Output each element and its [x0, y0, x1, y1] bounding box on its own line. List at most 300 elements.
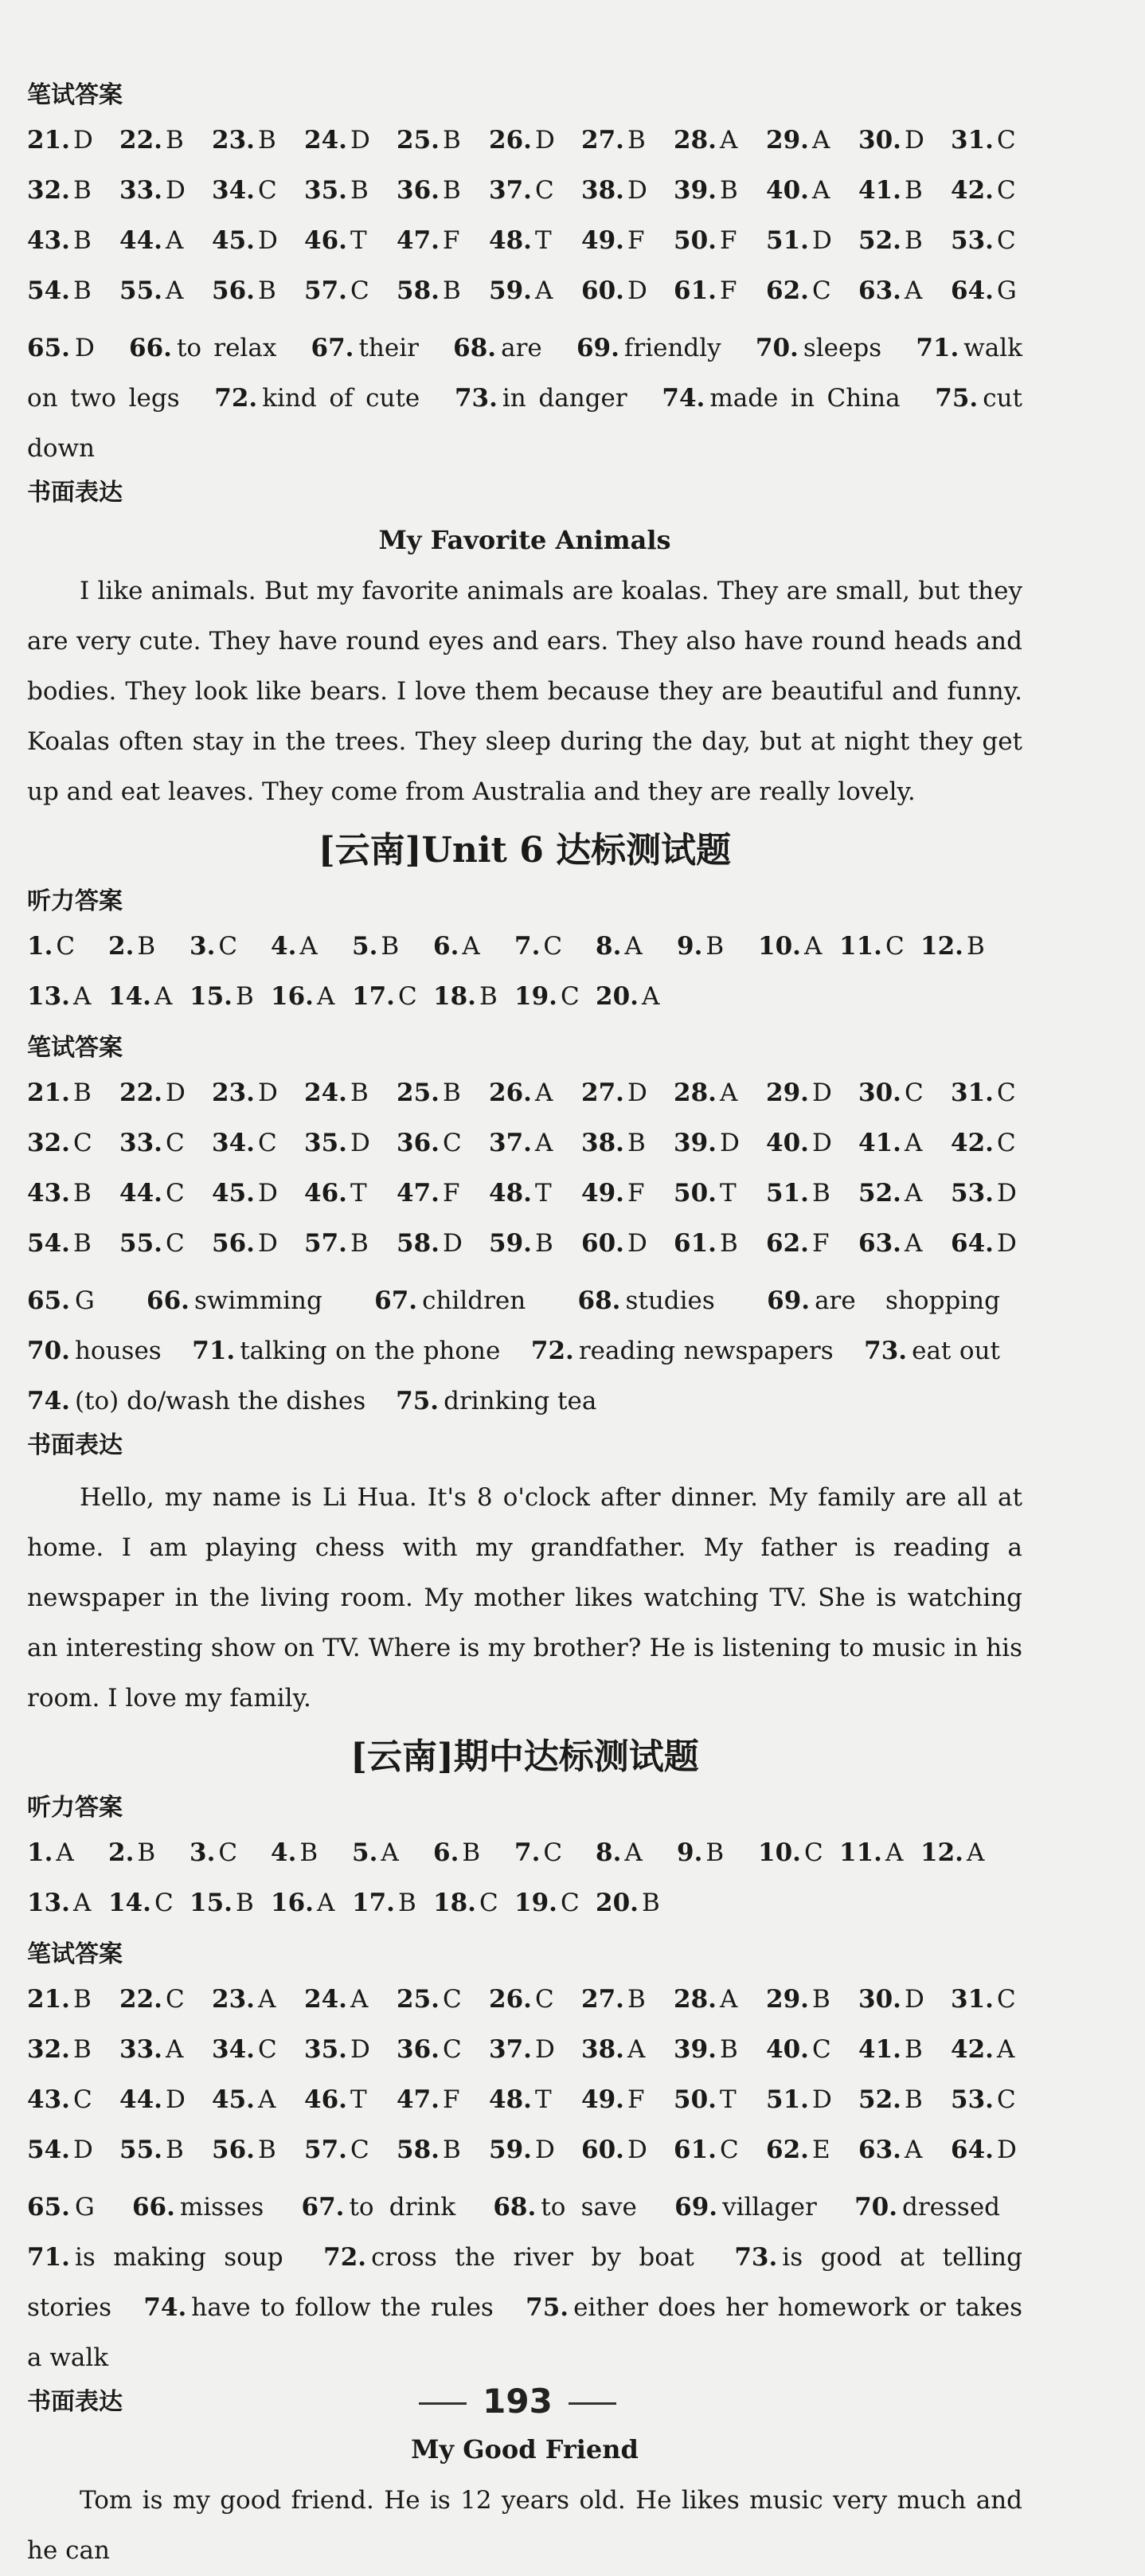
- question-number: 1.: [27, 1838, 53, 1867]
- question-number: 48.: [489, 2085, 532, 2114]
- answer-item: [119, 2082, 212, 2132]
- answer-value: C: [479, 1889, 498, 1917]
- question-number: 53.: [951, 2085, 994, 2114]
- question-number: 54.: [27, 276, 70, 305]
- answer-value: eat out: [912, 1337, 1001, 1365]
- question-number: 42.: [951, 2035, 994, 2064]
- answer-value: to relax: [176, 334, 277, 362]
- answer-item: [311, 334, 419, 362]
- answer-item: [767, 1286, 1000, 1315]
- written-answers-label: 笔试答案: [27, 1940, 123, 1968]
- question-number: 23.: [212, 1985, 255, 2014]
- answer-row: [27, 223, 1113, 273]
- answer-value: D: [257, 1079, 278, 1107]
- answer-value: A: [904, 1129, 923, 1157]
- answer-value: D: [719, 1129, 740, 1157]
- answer-value: D: [350, 126, 370, 155]
- dash-right: [569, 2402, 616, 2405]
- answer-item: [662, 384, 900, 413]
- question-number: 9.: [677, 932, 703, 961]
- answer-item: [397, 223, 489, 273]
- answer-item: [920, 929, 1002, 979]
- answer-item: [352, 929, 433, 979]
- answer-item: [119, 1176, 212, 1226]
- answer-item: [951, 1075, 1043, 1126]
- answer-value: A: [72, 982, 92, 1011]
- answer-value: D: [996, 1179, 1017, 1208]
- answer-item: [674, 173, 766, 223]
- answer-value: A: [904, 276, 923, 305]
- answer-item: [489, 1176, 581, 1226]
- answer-item: [27, 2082, 119, 2132]
- answer-item: [854, 2193, 1000, 2222]
- answer-item: [214, 384, 420, 413]
- answer-value: D: [165, 176, 186, 205]
- question-number: 21.: [27, 1985, 70, 2014]
- answer-item: [674, 2132, 766, 2183]
- answer-item: [212, 173, 304, 223]
- answer-value: A: [56, 1838, 74, 1867]
- answer-item: [119, 1982, 212, 2032]
- answer-item: [27, 1835, 108, 1885]
- written-answers-flow: [27, 2183, 1022, 2383]
- question-number: 70.: [854, 2193, 897, 2222]
- answer-value: T: [534, 226, 552, 255]
- question-number: 11.: [839, 1838, 882, 1867]
- answer-item: [766, 1176, 858, 1226]
- question-number: 74.: [27, 1387, 70, 1415]
- question-number: 27.: [581, 1079, 624, 1107]
- answer-item: [27, 1226, 119, 1276]
- answer-item: [581, 1176, 674, 1226]
- answer-item: [304, 2082, 397, 2132]
- question-number: 24.: [304, 1985, 347, 2014]
- listening-answers-grid: [27, 929, 1113, 1029]
- answer-item: [27, 123, 119, 173]
- answer-value: D: [165, 1079, 186, 1107]
- answer-value: B: [165, 126, 184, 155]
- answer-item: [119, 2032, 212, 2082]
- answer-value: D: [257, 1229, 278, 1258]
- answer-item: [858, 1126, 951, 1176]
- answer-item: [27, 334, 95, 362]
- answer-item: [578, 1286, 715, 1315]
- question-number: 17.: [352, 1889, 395, 1917]
- answer-value: D: [996, 1229, 1017, 1258]
- answer-value: T: [350, 226, 367, 255]
- question-number: 43.: [27, 1179, 70, 1208]
- question-number: 74.: [143, 2293, 187, 2322]
- essay-text: Hello, my name is Li Hua. It's 8 o'clock after dinner. My family are all at home. I am playing chess with my grandfather. My father is reading a newspaper in the living room. My mother likes watching TV. She is watching an interesting show on TV. Where is my brother? He is listening to music in his room. I love my family.: [27, 1483, 1022, 1713]
- answer-value: A: [641, 982, 660, 1011]
- question-number: 59.: [489, 2136, 532, 2164]
- answer-item: [674, 223, 766, 273]
- answer-value: B: [72, 276, 92, 305]
- question-number: 69.: [576, 334, 619, 362]
- answer-value: D: [534, 2035, 555, 2064]
- answer-item: [677, 929, 758, 979]
- question-number: 39.: [674, 176, 717, 205]
- question-number: 40.: [766, 2035, 809, 2064]
- question-number: 75.: [935, 384, 979, 413]
- answer-value: C: [996, 1129, 1016, 1157]
- answer-item: [489, 1226, 581, 1276]
- answer-item: [864, 1337, 1000, 1365]
- answer-item: [433, 1885, 514, 1936]
- question-number: 21.: [27, 1079, 70, 1107]
- answer-item: [147, 1286, 322, 1315]
- answer-value: D: [442, 1229, 463, 1258]
- question-number: 7.: [514, 932, 541, 961]
- answer-item: [323, 2243, 694, 2272]
- answer-value: A: [165, 226, 184, 255]
- answer-value: B: [811, 1179, 830, 1208]
- answer-item: [129, 334, 276, 362]
- answer-item: [304, 1982, 397, 2032]
- answer-value: A: [624, 932, 643, 961]
- answer-value: D: [165, 2085, 186, 2114]
- answer-item: [108, 1835, 190, 1885]
- question-number: 63.: [858, 1229, 901, 1258]
- question-number: 19.: [514, 1889, 557, 1917]
- question-number: 25.: [397, 126, 440, 155]
- answer-value: E: [811, 2136, 830, 2164]
- essay-title: My Good Friend: [411, 2434, 639, 2464]
- question-number: 25.: [397, 1079, 440, 1107]
- question-number: 75.: [396, 1387, 440, 1415]
- answer-item: [489, 2032, 581, 2082]
- answer-value: C: [442, 1129, 462, 1157]
- question-number: 29.: [766, 1079, 809, 1107]
- question-number: 52.: [858, 1179, 901, 1208]
- written-answers-flow: [27, 323, 1022, 474]
- answer-value: A: [719, 1985, 738, 2014]
- answer-item: [108, 929, 190, 979]
- question-number: 44.: [119, 226, 162, 255]
- answer-value: B: [72, 2035, 92, 2064]
- answer-item: [304, 1126, 397, 1176]
- answer-row: [27, 929, 1113, 979]
- question-number: 73.: [734, 2243, 778, 2272]
- question-number: 15.: [190, 982, 233, 1011]
- answer-item: [212, 1982, 304, 2032]
- answer-item: [766, 2032, 858, 2082]
- answer-value: B: [350, 1229, 369, 1258]
- answer-item: [514, 1835, 596, 1885]
- question-number: 38.: [581, 1129, 624, 1157]
- answer-value: in danger: [502, 384, 627, 413]
- answer-item: [766, 173, 858, 223]
- answer-value: B: [904, 226, 923, 255]
- answer-row: [27, 1126, 1113, 1176]
- question-number: 23.: [212, 126, 255, 155]
- answer-item: [304, 1176, 397, 1226]
- answer-item: [119, 223, 212, 273]
- page-number-text: 193: [483, 2382, 553, 2421]
- answer-value: A: [316, 982, 335, 1011]
- question-number: 32.: [27, 176, 70, 205]
- answer-value: C: [257, 2035, 277, 2064]
- question-number: 54.: [27, 2136, 70, 2164]
- answer-item: [397, 1176, 489, 1226]
- answer-value: A: [534, 1079, 553, 1107]
- answer-item: [951, 1126, 1043, 1176]
- answer-value: F: [811, 1229, 830, 1258]
- question-number: 28.: [674, 1079, 717, 1107]
- answer-item: [27, 2243, 283, 2272]
- answer-item: [581, 1226, 674, 1276]
- answer-item: [858, 2132, 951, 2183]
- answer-value: B: [257, 2136, 276, 2164]
- answer-item: [374, 1286, 526, 1315]
- question-number: 6.: [433, 1838, 459, 1867]
- answer-value: C: [996, 176, 1016, 205]
- answer-value: B: [442, 276, 461, 305]
- question-number: 30.: [858, 126, 901, 155]
- question-number: 1.: [27, 932, 53, 961]
- answer-item: [489, 123, 581, 173]
- answer-item: [581, 1075, 674, 1126]
- answer-value: B: [165, 2136, 184, 2164]
- answer-value: B: [442, 1079, 461, 1107]
- question-number: 20.: [596, 1889, 639, 1917]
- answer-value: B: [257, 276, 276, 305]
- answer-item: [304, 223, 397, 273]
- answer-item: [858, 1226, 951, 1276]
- question-number: 55.: [119, 276, 162, 305]
- question-number: 13.: [27, 1889, 70, 1917]
- answer-value: B: [904, 2035, 923, 2064]
- answer-value: G: [74, 1286, 95, 1315]
- question-number: 58.: [397, 1229, 440, 1258]
- answer-value: G: [74, 2193, 95, 2222]
- answer-item: [433, 929, 514, 979]
- answer-item: [143, 2293, 493, 2322]
- answer-value: houses: [74, 1337, 162, 1365]
- answer-value: B: [719, 176, 738, 205]
- answer-item: [27, 1176, 119, 1226]
- answer-item: [27, 1075, 119, 1126]
- question-number: 54.: [27, 1229, 70, 1258]
- answer-value: A: [811, 176, 830, 205]
- answer-item: [304, 2132, 397, 2183]
- question-number: 68.: [453, 334, 497, 362]
- answer-item: [27, 1126, 119, 1176]
- question-number: 29.: [766, 1985, 809, 2014]
- question-number: 69.: [767, 1286, 811, 1315]
- question-number: 72.: [530, 1337, 574, 1365]
- answer-value: swimming: [193, 1286, 322, 1315]
- answer-item: [27, 2193, 95, 2222]
- answer-item: [271, 979, 352, 1029]
- question-number: 73.: [454, 384, 498, 413]
- answer-value: D: [811, 2085, 832, 2114]
- answer-value: A: [534, 276, 553, 305]
- written-answers-label: 笔试答案: [27, 81, 123, 109]
- answer-item: [352, 979, 433, 1029]
- question-number: 57.: [304, 276, 347, 305]
- answer-item: [453, 334, 542, 362]
- answer-value: is good at telling stories: [27, 2243, 1022, 2322]
- answer-item: [674, 273, 766, 323]
- answer-item: [766, 1226, 858, 1276]
- answer-row: [27, 2032, 1113, 2082]
- listening-answers-label: 听力答案: [27, 1794, 123, 1822]
- answer-value: F: [719, 226, 737, 255]
- answer-value: D: [904, 126, 924, 155]
- question-number: 33.: [119, 2035, 162, 2064]
- answer-row: [27, 273, 1113, 323]
- answer-item: [766, 223, 858, 273]
- answer-item: [119, 1075, 212, 1126]
- question-number: 20.: [596, 982, 639, 1011]
- listening-answers-label: 听力答案: [27, 887, 123, 915]
- question-number: 58.: [397, 2136, 440, 2164]
- answer-value: A: [154, 982, 173, 1011]
- answer-value: F: [442, 226, 460, 255]
- answer-value: A: [316, 1889, 335, 1917]
- answer-value: F: [627, 226, 645, 255]
- question-number: 35.: [304, 176, 347, 205]
- answer-value: B: [705, 932, 725, 961]
- answer-value: D: [627, 1079, 647, 1107]
- answer-item: [397, 1982, 489, 2032]
- question-number: 49.: [581, 2085, 624, 2114]
- question-number: 12.: [920, 1838, 963, 1867]
- answer-item: [455, 384, 627, 413]
- question-number: 9.: [677, 1838, 703, 1867]
- question-number: 68.: [493, 2193, 537, 2222]
- answer-value: C: [534, 176, 554, 205]
- answer-item: [920, 1835, 1002, 1885]
- answer-value: C: [543, 1838, 563, 1867]
- answer-item: [951, 123, 1043, 173]
- answer-value: D: [627, 176, 647, 205]
- answer-row: [27, 1885, 1113, 1936]
- answer-item: [674, 1226, 766, 1276]
- answer-value: C: [165, 1129, 185, 1157]
- answer-item: [27, 929, 108, 979]
- section-title-midterm: [云南]期中达标测试题: [350, 1736, 699, 1777]
- question-number: 34.: [212, 2035, 255, 2064]
- answer-item: [839, 929, 920, 979]
- question-number: 28.: [674, 1985, 717, 2014]
- answer-value: are shopping: [815, 1286, 1000, 1315]
- answer-value: A: [72, 1889, 92, 1917]
- answer-item: [108, 979, 190, 1029]
- question-number: 38.: [581, 176, 624, 205]
- answer-item: [674, 123, 766, 173]
- answer-item: [951, 223, 1043, 273]
- answer-value: to save: [541, 2193, 637, 2222]
- answer-item: [433, 979, 514, 1029]
- question-number: 26.: [489, 126, 532, 155]
- answer-item: [858, 223, 951, 273]
- question-number: 18.: [433, 982, 476, 1011]
- answer-value: C: [996, 2085, 1016, 2114]
- answer-value: T: [350, 1179, 367, 1208]
- answer-value: C: [257, 1129, 277, 1157]
- question-number: 15.: [190, 1889, 233, 1917]
- answer-value: A: [904, 1229, 923, 1258]
- answer-item: [397, 1075, 489, 1126]
- answer-item: [212, 1176, 304, 1226]
- answer-item: [858, 2032, 951, 2082]
- written-answers-label: 笔试答案: [27, 1034, 123, 1062]
- answer-item: [858, 1075, 951, 1126]
- answer-value: C: [560, 1889, 580, 1917]
- answer-value: C: [811, 2035, 831, 2064]
- answer-value: T: [719, 1179, 737, 1208]
- question-number: 26.: [489, 1985, 532, 2014]
- question-number: 40.: [766, 176, 809, 205]
- answer-value: B: [811, 1985, 830, 2014]
- question-number: 39.: [674, 1129, 717, 1157]
- answer-value: C: [996, 126, 1016, 155]
- answer-value: T: [534, 1179, 552, 1208]
- question-number: 3.: [190, 1838, 216, 1867]
- question-number: 35.: [304, 1129, 347, 1157]
- answer-value: B: [904, 2085, 923, 2114]
- question-number: 59.: [489, 1229, 532, 1258]
- question-number: 19.: [514, 982, 557, 1011]
- answer-item: [119, 1126, 212, 1176]
- question-number: 44.: [119, 2085, 162, 2114]
- question-number: 32.: [27, 2035, 70, 2064]
- question-number: 28.: [674, 126, 717, 155]
- answer-value: A: [462, 932, 480, 961]
- answer-value: B: [719, 1229, 738, 1258]
- answer-value: F: [627, 2085, 645, 2114]
- question-number: 5.: [352, 932, 378, 961]
- answer-item: [581, 2032, 674, 2082]
- answer-item: [212, 1126, 304, 1176]
- answer-value: D: [811, 1129, 832, 1157]
- question-number: 50.: [674, 1179, 717, 1208]
- answer-item: [951, 2032, 1043, 2082]
- question-number: 21.: [27, 126, 70, 155]
- answer-item: [397, 123, 489, 173]
- question-number: 61.: [674, 2136, 717, 2164]
- question-number: 37.: [489, 176, 532, 205]
- answer-item: [674, 2082, 766, 2132]
- answer-item: [27, 1387, 365, 1415]
- answer-item: [489, 173, 581, 223]
- answer-item: [489, 1126, 581, 1176]
- answer-value: B: [72, 1229, 92, 1258]
- answer-value: D: [534, 2136, 555, 2164]
- answer-item: [951, 1176, 1043, 1226]
- answer-item: [858, 1176, 951, 1226]
- answer-item: [839, 1835, 920, 1885]
- question-number: 70.: [27, 1337, 70, 1365]
- answer-item: [858, 1982, 951, 2032]
- answer-item: [581, 273, 674, 323]
- answer-item: [190, 979, 271, 1029]
- question-number: 5.: [352, 1838, 378, 1867]
- answer-item: [581, 2082, 674, 2132]
- answer-item: [858, 173, 951, 223]
- question-number: 38.: [581, 2035, 624, 2064]
- question-number: 41.: [858, 1129, 901, 1157]
- answer-value: C: [56, 932, 76, 961]
- written-answers-flow: [27, 1276, 1022, 1427]
- answer-value: D: [627, 1229, 647, 1258]
- question-number: 64.: [951, 2136, 994, 2164]
- answer-row: [27, 1982, 1113, 2032]
- answer-item: [212, 2082, 304, 2132]
- answer-value: C: [165, 1985, 185, 2014]
